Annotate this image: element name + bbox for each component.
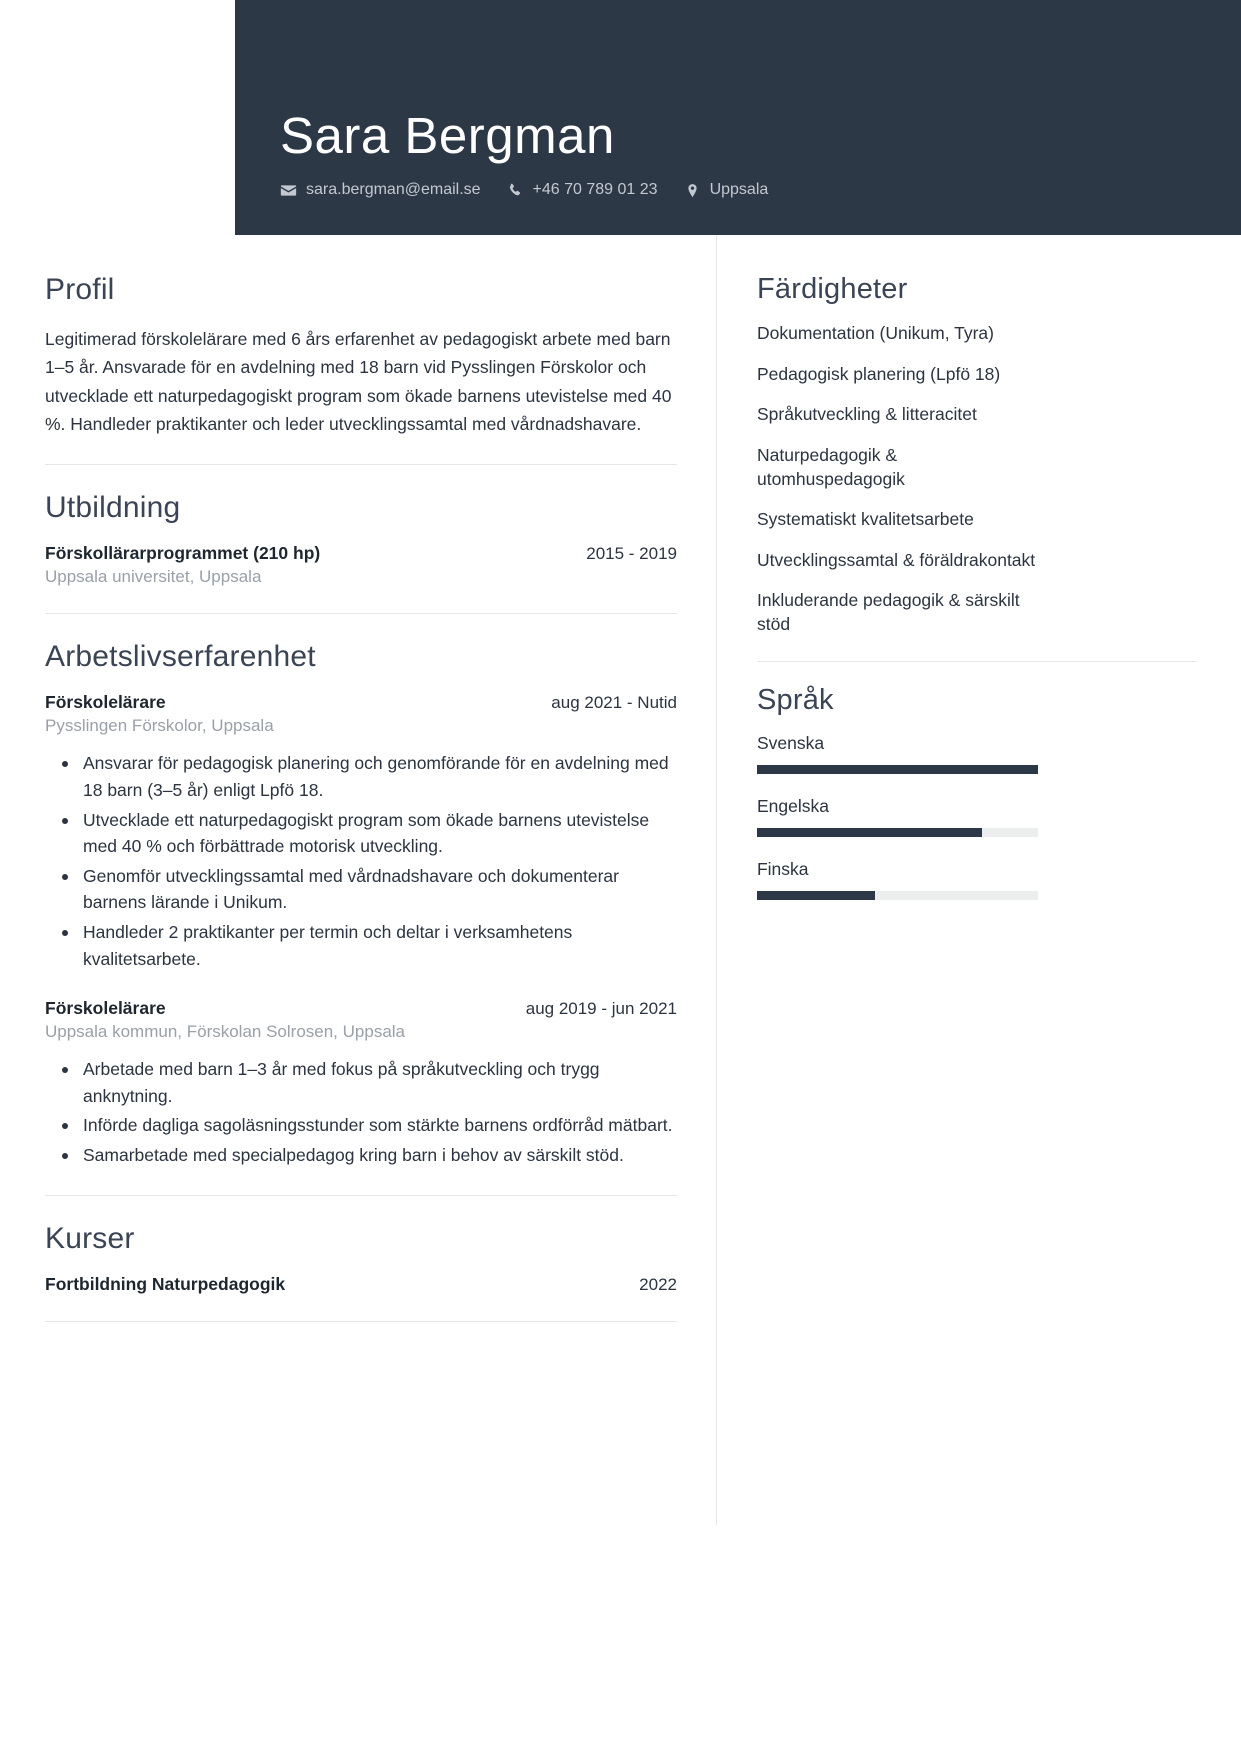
section-heading-languages: Språk: [756, 683, 834, 716]
entry-date: 2022: [639, 1274, 677, 1294]
list-item: Språkutveckling & litteracitet: [756, 404, 977, 425]
list-item: Handleder 2 praktikanter per termin och deltar i verksamhetens kvalitetsarbete.: [83, 919, 677, 972]
sidebar-column: [716, 235, 1241, 1525]
divider: [45, 613, 677, 614]
section-courses: [45, 1222, 677, 1295]
entry-date: 2015 - 2019: [586, 544, 677, 564]
language-level-bar: [757, 765, 1038, 774]
language-item: [757, 733, 1196, 774]
list-item: Införde dagliga sagoläsningsstunder som stärkte barnens ordförråd mätbart.: [83, 1112, 677, 1139]
main-column: [0, 235, 677, 1348]
list-item: Genomför utvecklingssamtal med vårdnadshavare och dokumenterar barnens lärande i Unikum.: [83, 863, 677, 916]
profile-text: Legitimerad förskolelärare med 6 års erfarenhet av pedagogiskt arbete med barn 1–5 år. Ansvarade för en avdelning med 18 barn vid Pysslingen Förskolor och utvecklade ett naturpedagogiskt program som ökade barnens utevistelse med 40 %. Handleder praktikanter och leder utvecklingssamtal med vårdnadshavare.: [45, 329, 672, 435]
contact-row: [280, 181, 1241, 199]
entry-title: Fortbildning Naturpedagogik: [45, 1273, 286, 1294]
resume-header: [235, 0, 1241, 235]
divider: [757, 661, 1196, 662]
phone-icon: [507, 182, 524, 199]
language-level-fill: [757, 828, 982, 837]
entry-subtitle: Pysslingen Förskolor, Uppsala: [45, 716, 274, 736]
divider: [45, 464, 677, 465]
contact-email-value: sara.bergman@email.se: [306, 181, 481, 198]
list-item: Pedagogisk planering (Lpfö 18): [756, 363, 1001, 384]
section-heading-experience: Arbetslivserfarenhet: [45, 640, 316, 674]
entry-header: [45, 1274, 677, 1295]
entry-header: [45, 543, 677, 564]
entry-bullets: [45, 750, 677, 972]
list-item: Utvecklade ett naturpedagogiskt program som ökade barnens utevistelse med 40 % och förbättrade motorisk utveckling.: [83, 807, 677, 860]
section-education: [45, 491, 677, 587]
course-entry: [45, 1274, 677, 1295]
contact-phone: [507, 181, 658, 199]
entry-title: Förskollärarprogrammet (210 hp): [45, 543, 321, 564]
entry-date: aug 2021 - Nutid: [551, 693, 677, 713]
entry-title: Förskolelärare: [45, 998, 166, 1019]
entry-title: Förskolelärare: [45, 692, 166, 713]
entry-date: aug 2019 - jun 2021: [525, 999, 677, 1019]
language-level-bar: [757, 828, 1038, 837]
location-pin-icon: [684, 182, 701, 199]
list-item: Inkluderande pedagogik & särskilt stöd: [756, 590, 1020, 634]
divider: [45, 1195, 677, 1196]
skills-list: [757, 322, 1196, 637]
entry-header: [45, 998, 677, 1019]
list-item: Systematiskt kvalitetsarbete: [756, 509, 974, 530]
list-item: Dokumentation (Unikum, Tyra): [756, 323, 994, 343]
list-item: Ansvarar för pedagogisk planering och genomförande för en avdelning med 18 barn (3–5 år) enligt Lpfö 18.: [83, 750, 677, 803]
section-heading-education: Utbildning: [45, 491, 181, 525]
list-item: Arbetade med barn 1–3 år med fokus på språkutveckling och trygg anknytning.: [83, 1056, 677, 1109]
contact-location: [684, 181, 769, 199]
list-item: Utvecklingssamtal & föräldrakontakt: [756, 549, 1036, 570]
section-profile: [45, 273, 677, 438]
entry-subtitle: Uppsala kommun, Förskolan Solrosen, Uppsala: [45, 1022, 406, 1042]
section-heading-courses: Kurser: [45, 1221, 135, 1255]
language-name: Svenska: [756, 732, 825, 753]
resume-body: [0, 235, 1241, 1525]
section-skills: [757, 273, 1196, 637]
language-level-bar: [757, 891, 1038, 900]
experience-entry: [45, 998, 677, 1168]
list-item: Naturpedagogik & utomhuspedagogik: [756, 444, 905, 489]
page-title: Sara Bergman: [280, 107, 615, 165]
entry-subtitle: Uppsala universitet, Uppsala: [45, 567, 262, 587]
language-level-fill: [757, 765, 1038, 774]
divider: [45, 1321, 677, 1322]
section-heading-profile: Profil: [45, 273, 115, 306]
education-entry: [45, 543, 677, 587]
section-languages: [757, 684, 1196, 900]
section-heading-skills: Färdigheter: [756, 273, 908, 305]
envelope-icon: [280, 182, 297, 199]
language-name: Engelska: [756, 795, 829, 816]
section-experience: [45, 640, 677, 1168]
entry-bullets: [45, 1056, 677, 1168]
language-level-fill: [757, 891, 875, 900]
list-item: Samarbetade med specialpedagog kring barn i behov av särskilt stöd.: [83, 1142, 677, 1169]
entry-header: [45, 692, 677, 713]
language-name: Finska: [756, 858, 809, 879]
language-item: [757, 859, 1196, 900]
experience-entry: [45, 692, 677, 972]
contact-location-value: Uppsala: [709, 181, 769, 198]
contact-email: [280, 181, 481, 199]
language-item: [757, 796, 1196, 837]
contact-phone-value: +46 70 789 01 23: [532, 181, 658, 198]
